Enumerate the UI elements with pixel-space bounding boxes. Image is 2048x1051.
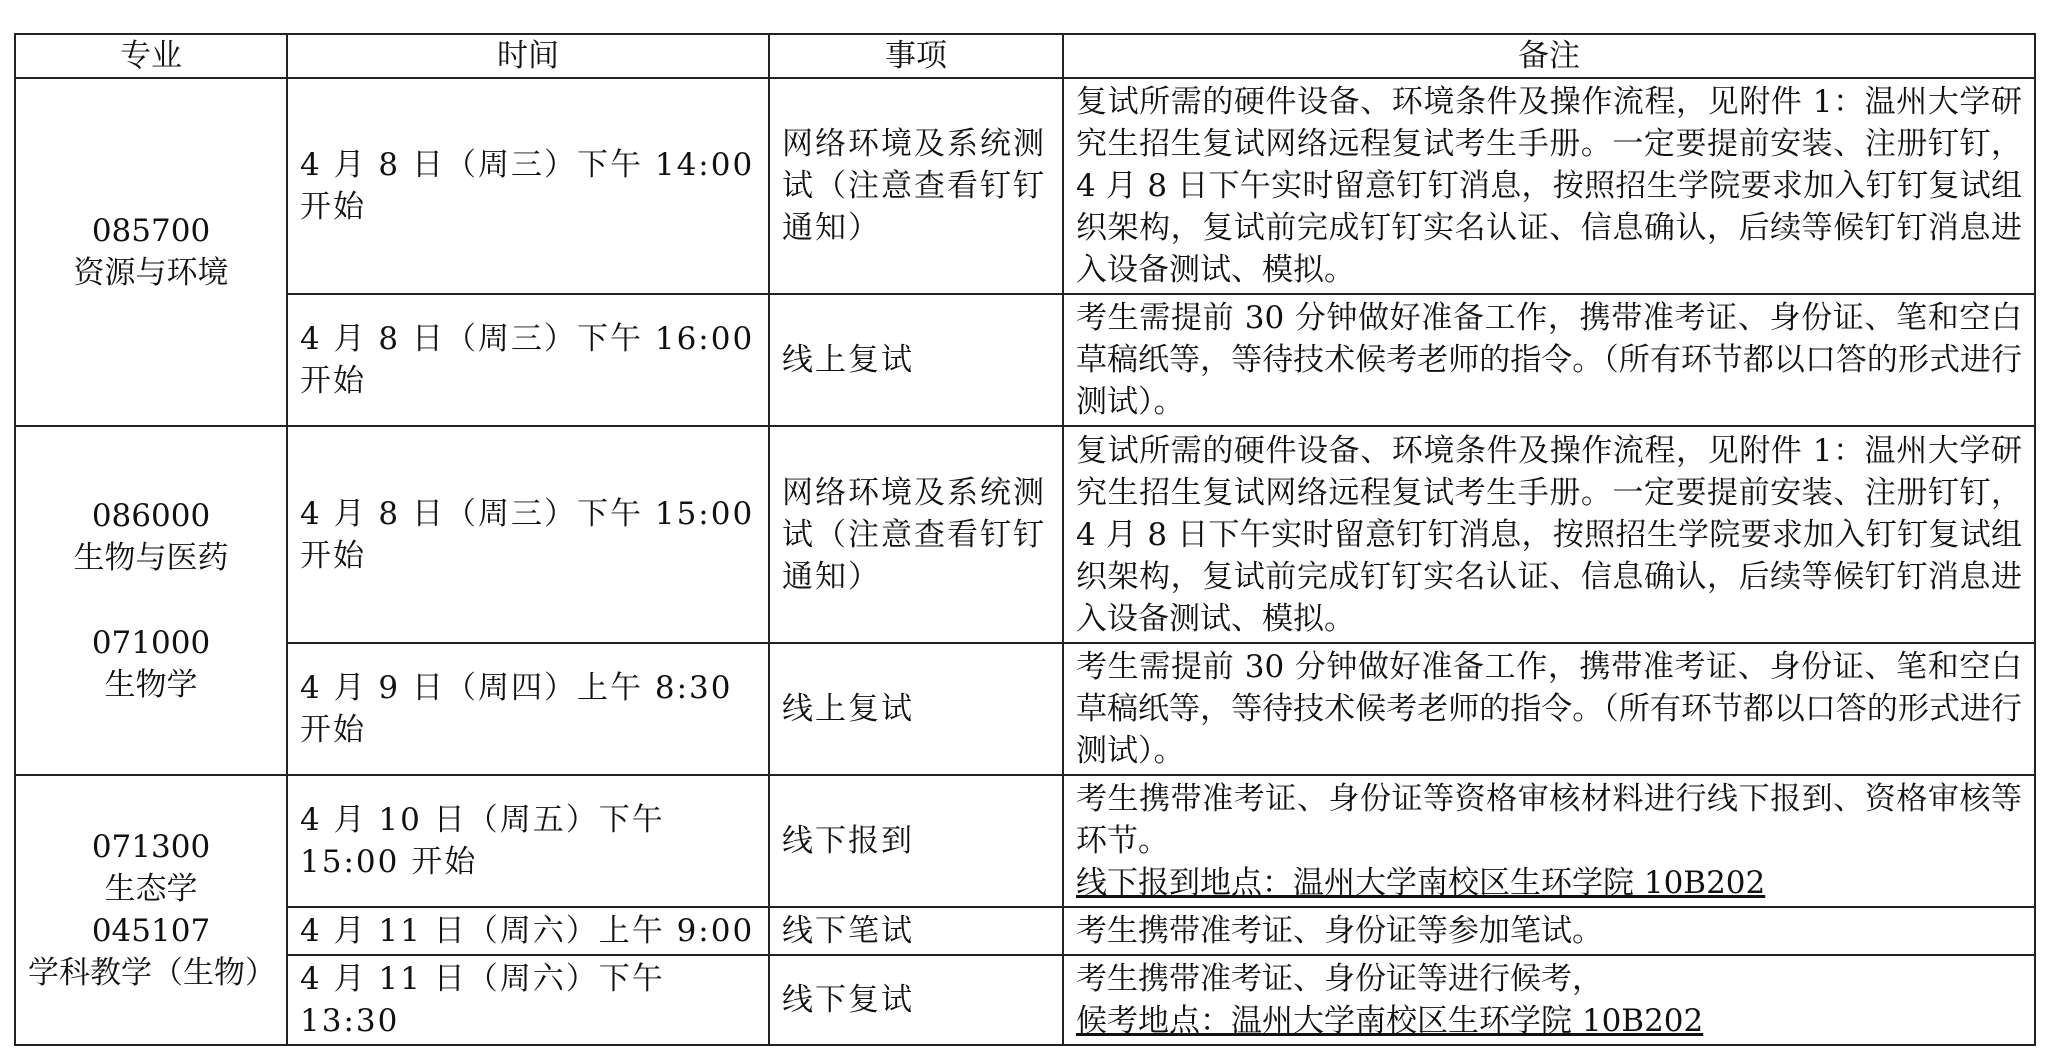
header-note: 备注 (1063, 34, 2035, 78)
major-cell (15, 775, 287, 1045)
table-row (15, 907, 2035, 955)
major-cell (15, 426, 287, 775)
major-name: 资源与环境 (73, 255, 229, 291)
major-code: 071300 (91, 829, 211, 865)
major-name: 生态学 (104, 871, 198, 907)
time-cell: 4 月 11 日（周六）上午 9:00 (287, 907, 769, 955)
time-cell: 4 月 8 日（周三）下午 15:00 开始 (287, 426, 769, 643)
note-cell (1063, 775, 2035, 907)
event-cell: 线下复试 (769, 955, 1063, 1045)
location-text: 候考地点：温州大学南校区生环学院 10B202 (1076, 1003, 1704, 1039)
major-name: 学科教学（生物） (28, 955, 276, 991)
note-cell: 考生需提前 30 分钟做好准备工作，携带准考证、身份证、笔和空白草稿纸等，等待技术候考老师的指令。（所有环节都以口答的形式进行测试）。 (1063, 294, 2035, 426)
location-text: 线下报到地点：温州大学南校区生环学院 10B202 (1076, 865, 1766, 901)
table-row (15, 294, 2035, 426)
event-cell: 线上复试 (769, 643, 1063, 775)
time-cell: 4 月 11 日（周六）下午 13:30 (287, 955, 769, 1045)
note-cell: 复试所需的硬件设备、环境条件及操作流程，见附件 1：温州大学研究生招生复试网络远程复试考生手册。一定要提前安装、注册钉钉，4 月 8 日下午实时留意钉钉消息，按照招生学院要求加入钉钉复试组织架构，复试前完成钉钉实名认证、信息确认，后续等候钉钉消息进入设备测试、模拟。 (1063, 426, 2035, 643)
major-code: 085700 (91, 213, 211, 249)
header-row (15, 34, 2035, 78)
time-cell: 4 月 8 日（周三）下午 16:00 开始 (287, 294, 769, 426)
major-name: 生物与医药 (73, 540, 229, 576)
time-cell: 4 月 8 日（周三）下午 14:00 开始 (287, 78, 769, 294)
note-cell: 考生携带准考证、身份证等参加笔试。 (1063, 907, 2035, 955)
major-code: 045107 (91, 913, 211, 949)
table-row (15, 643, 2035, 775)
time-cell: 4 月 9 日（周四）上午 8:30 开始 (287, 643, 769, 775)
schedule-table (14, 33, 2036, 1046)
major-cell (15, 78, 287, 426)
table-row (15, 78, 2035, 294)
table-row (15, 775, 2035, 907)
header-major: 专业 (15, 34, 287, 78)
header-time: 时间 (287, 34, 769, 78)
table-row (15, 426, 2035, 643)
header-event: 事项 (769, 34, 1063, 78)
major-code: 071000 (91, 625, 211, 661)
table-row (15, 955, 2035, 1045)
note-text: 考生携带准考证、身份证等进行候考， (1076, 961, 1603, 997)
major-code: 086000 (91, 498, 211, 534)
note-cell (1063, 955, 2035, 1045)
event-cell: 线下报到 (769, 775, 1063, 907)
event-cell: 线上复试 (769, 294, 1063, 426)
event-cell: 线下笔试 (769, 907, 1063, 955)
note-cell: 复试所需的硬件设备、环境条件及操作流程，见附件 1：温州大学研究生招生复试网络远程复试考生手册。一定要提前安装、注册钉钉，4 月 8 日下午实时留意钉钉消息，按照招生学院要求加入钉钉复试组织架构，复试前完成钉钉实名认证、信息确认，后续等候钉钉消息进入设备测试、模拟。 (1063, 78, 2035, 294)
event-cell: 网络环境及系统测试（注意查看钉钉通知） (769, 426, 1063, 643)
major-name: 生物学 (104, 667, 198, 703)
time-cell: 4 月 10 日（周五）下午 15:00 开始 (287, 775, 769, 907)
note-text: 考生携带准考证、身份证等资格审核材料进行线下报到、资格审核等环节。 (1076, 781, 2022, 859)
event-cell: 网络环境及系统测试（注意查看钉钉通知） (769, 78, 1063, 294)
note-cell: 考生需提前 30 分钟做好准备工作，携带准考证、身份证、笔和空白草稿纸等，等待技术候考老师的指令。（所有环节都以口答的形式进行测试）。 (1063, 643, 2035, 775)
